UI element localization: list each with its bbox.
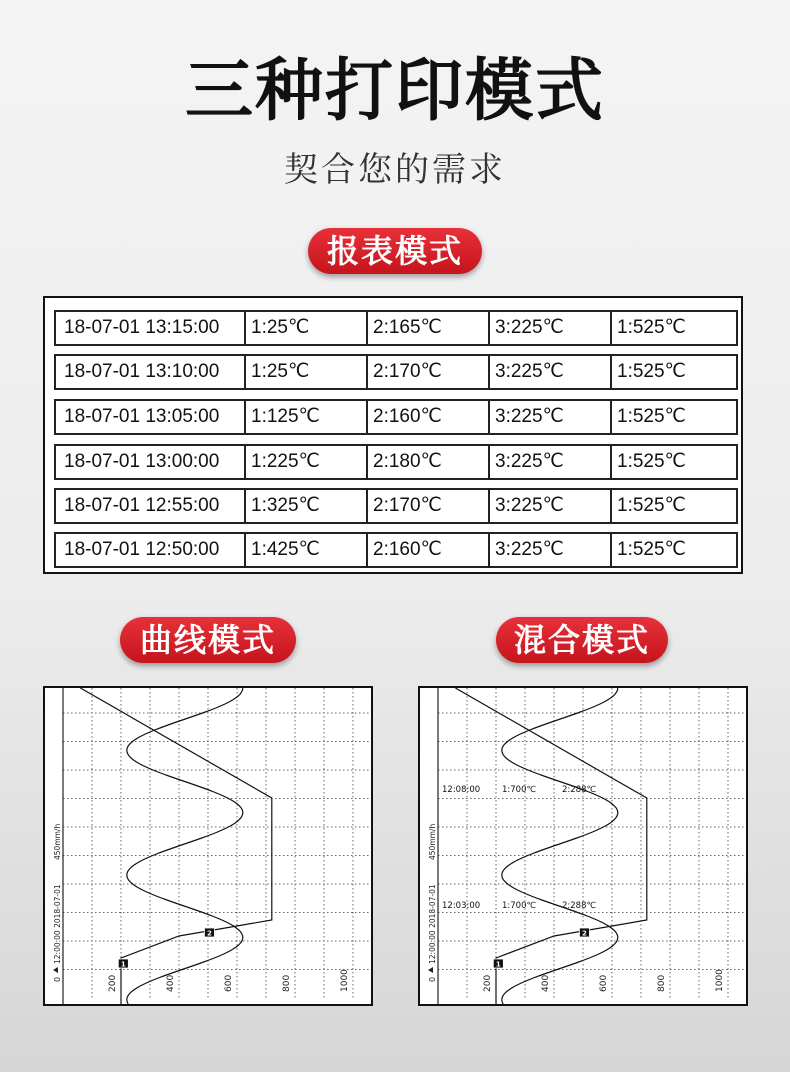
report-channel-value: 1:525℃ <box>617 495 686 516</box>
report-channel-value: 1:125℃ <box>246 401 368 433</box>
channel-marker-label: 1 <box>120 960 126 969</box>
start-arrow-icon <box>53 967 58 973</box>
report-channel-value: 3:225℃ <box>490 356 612 388</box>
start-arrow-icon <box>428 967 433 973</box>
report-channel-value: 3:225℃ <box>490 401 612 433</box>
tick-label: 400 <box>166 974 176 992</box>
tick-label: 800 <box>282 974 292 992</box>
tick-label: 800 <box>657 974 667 992</box>
report-channel-value: 2:160℃ <box>368 401 490 433</box>
report-row <box>54 532 738 568</box>
channel-2-trace <box>502 688 618 1004</box>
channel-marker-label: 2 <box>207 929 212 938</box>
channel-marker-label: 2 <box>582 929 587 938</box>
report-channel-value: 2:170℃ <box>368 490 490 522</box>
annotation-ch1: 1:700℃ <box>502 785 537 795</box>
channel-marker-label: 1 <box>495 960 501 969</box>
channel-2-trace <box>127 688 243 1004</box>
report-channel-value: 3:225℃ <box>490 534 612 566</box>
annotation-time: 12:08:00 <box>442 785 481 795</box>
report-channel-value: 1:25℃ <box>246 312 368 344</box>
tick-label: 1000 <box>340 969 350 992</box>
report-channel-value: 2:170℃ <box>368 356 490 388</box>
report-channel-value: 1:225℃ <box>246 446 368 478</box>
report-row <box>54 310 738 346</box>
report-printout <box>43 296 743 574</box>
tick-label: 200 <box>108 974 118 992</box>
report-row <box>54 488 738 524</box>
report-channel-value: 1:425℃ <box>246 534 368 566</box>
origin-label: 0 <box>428 976 437 982</box>
report-row <box>54 399 738 435</box>
report-channel-value: 1:525℃ <box>617 317 686 338</box>
report-timestamp: 18-07-01 12:50:00 <box>56 534 246 566</box>
start-time-label: 12:00:00 2018-07-01 <box>53 884 62 964</box>
report-timestamp: 18-07-01 12:55:00 <box>56 490 246 522</box>
tick-label: 400 <box>541 974 551 992</box>
start-time-label: 12:00:00 2018-07-01 <box>428 884 437 964</box>
tick-label: 600 <box>224 974 234 992</box>
chart-speed-label: 450mm/h <box>53 823 62 860</box>
page-subtitle: 契合您的需求 <box>284 150 506 190</box>
report-channel-value: 3:225℃ <box>490 490 612 522</box>
report-timestamp: 18-07-01 13:05:00 <box>56 401 246 433</box>
report-row <box>54 444 738 480</box>
report-channel-value: 3:225℃ <box>490 312 612 344</box>
report-channel-value: 3:225℃ <box>490 446 612 478</box>
report-row <box>54 354 738 390</box>
annotation-ch1: 1:700℃ <box>502 901 537 911</box>
annotation-ch2: 2:288℃ <box>562 901 597 911</box>
curve-chart-svg <box>45 688 371 1004</box>
report-timestamp: 18-07-01 13:00:00 <box>56 446 246 478</box>
chart-speed-label: 450mm/h <box>428 823 437 860</box>
report-channel-value: 2:165℃ <box>368 312 490 344</box>
channel-1-trace <box>80 688 271 1004</box>
annotation-time: 12:03:00 <box>442 901 481 911</box>
report-mode-badge: 报表模式 <box>308 228 482 274</box>
report-channel-value: 1:325℃ <box>246 490 368 522</box>
report-timestamp: 18-07-01 13:15:00 <box>56 312 246 344</box>
curve-mode-printout <box>43 686 373 1006</box>
mixed-mode-printout <box>418 686 748 1006</box>
mixed-mode-badge: 混合模式 <box>496 617 668 663</box>
page-title: 三种打印模式 <box>184 52 605 131</box>
report-channel-value: 1:525℃ <box>617 406 686 427</box>
curve-mode-badge: 曲线模式 <box>120 617 296 663</box>
tick-label: 200 <box>483 974 493 992</box>
channel-1-trace <box>455 688 646 1004</box>
origin-label: 0 <box>53 976 62 982</box>
annotation-ch2: 2:288℃ <box>562 785 597 795</box>
report-channel-value: 2:160℃ <box>368 534 490 566</box>
report-channel-value: 1:525℃ <box>617 539 686 560</box>
report-channel-value: 1:525℃ <box>617 451 686 472</box>
tick-label: 600 <box>599 974 609 992</box>
report-channel-value: 2:180℃ <box>368 446 490 478</box>
mixed-chart-svg <box>420 688 746 1004</box>
tick-label: 1000 <box>715 969 725 992</box>
report-channel-value: 1:525℃ <box>617 361 686 382</box>
report-channel-value: 1:25℃ <box>246 356 368 388</box>
report-timestamp: 18-07-01 13:10:00 <box>56 356 246 388</box>
